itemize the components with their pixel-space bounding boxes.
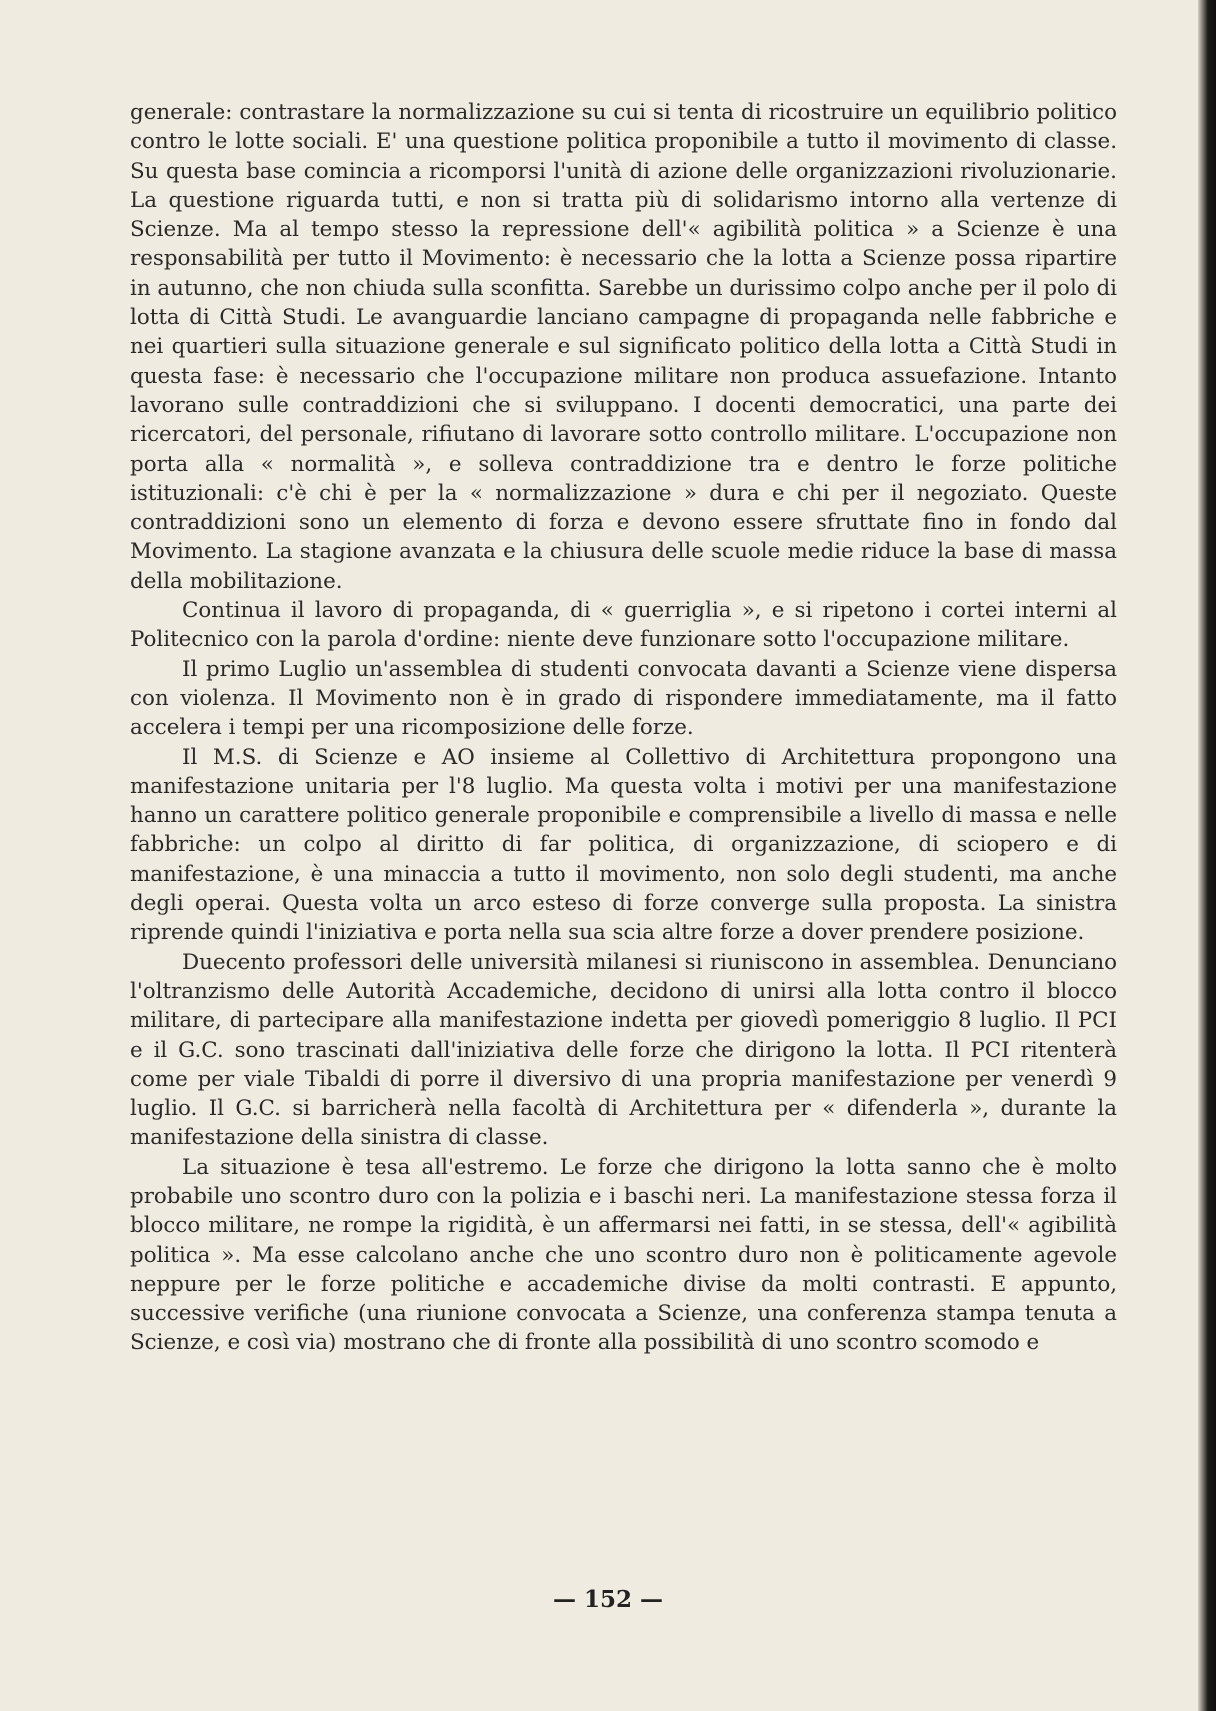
page-number: — 152 — — [552, 1586, 664, 1613]
paragraph-propaganda: Continua il lavoro di propaganda, di « guerriglia », e si ripetono i cortei interni al Politecnico con la parola d'ordine: niente deve funzionare sotto l'occupazione militare. — [130, 598, 1117, 653]
paragraph-first-july: Il primo Luglio un'assemblea di studenti convocata davanti a Scienze viene dispersa con violenza. Il Movimento non è in grado di rispondere immediatamente, ma il fatto accelera i tempi per una ricomposizione delle forze. — [130, 656, 1117, 741]
page-edge-shadow — [1198, 0, 1216, 1711]
paragraph-tense-situation: La situazione è tesa all'estremo. Le forze che dirigono la lotta sanno che è molto probabile uno scontro duro con la polizia e i baschi neri. La manifestazione stessa forza il blocco militare, ne rompe la rigidità, è un affermarsi nei fatti, in se stessa, dell'« agibilità politica ». Ma esse calcolano anche che uno scontro duro non è politicamente agevole neppure per le forze politiche e accademiche divise da molti contrasti. E appunto, successive verifiche (una riunione convocata a Scienze, una conferenza stampa tenuta a Scienze, e così via) mostrano che di fronte alla possibilità di uno scontro scomodo e — [130, 1154, 1117, 1356]
paragraph-manifestation-proposal: Il M.S. di Scienze e AO insieme al Collettivo di Architettura propongono una manifestazione unitaria per l'8 luglio. Ma questa volta i motivi per una manifestazione hanno un carattere politico generale proponibile e comprensibile a livello di massa e nelle fabbriche: un colpo al diritto di far politica, di organizzazione, di sciopero e di manifestazione, è una minaccia a tutto il movimento, non solo degli studenti, ma anche degli operai. Questa volta un arco esteso di forze converge sulla proposta. La sinistra riprende quindi l'iniziativa e porta nella sua scia altre forze a dover prendere posizione. — [130, 744, 1117, 946]
page-body — [130, 98, 1117, 1358]
paragraph-continuation: generale: contrastare la normalizzazione su cui si tenta di ricostruire un equilibrio politico contro le lotte sociali. E' una questione politica proponibile a tutto il movimento di classe. Su questa base comincia a ricomporsi l'unità di azione delle organizzazioni rivoluzionarie. La questione riguarda tutti, e non si tratta più di solidarismo intorno alla vertenze di Scienze. Ma al tempo stesso la repressione dell'« agibilità politica » a Scienze è una responsabilità per tutto il Movimento: è necessario che la lotta a Scienze possa ripartire in autunno, che non chiuda sulla sconfitta. Sarebbe un durissimo colpo anche per il polo di lotta di Città Studi. Le avanguardie lanciano campagne di propaganda nelle fabbriche e nei quartieri sulla situazione generale e sul significato politico della lotta a Città Studi in questa fase: è necessario che l'occupazione militare non produca assuefazione. Intanto lavorano sulle contraddizioni che si sviluppano. I docenti democratici, una parte dei ricercatori, del personale, rifiutano di lavorare sotto controllo militare. L'occupazione non porta alla « normalità », e solleva contraddizione tra e dentro le forze politiche istituzionali: c'è chi è per la « normalizzazione » dura e chi per il negoziato. Queste contraddizioni sono un elemento di forza e devono essere sfruttate fino in fondo dal Movimento. La stagione avanzata e la chiusura delle scuole medie riduce la base di massa della mobilitazione. — [130, 100, 1117, 594]
paragraph-professors-assembly: Duecento professori delle università milanesi si riuniscono in assemblea. Denunciano l'oltranzismo delle Autorità Accademiche, decidono di unirsi alla lotta contro il blocco militare, di partecipare alla manifestazione indetta per giovedì pomeriggio 8 luglio. Il PCI e il G.C. sono trascinati dall'iniziativa delle forze che dirigono la lotta. Il PCI ritenterà come per viale Tibaldi di porre il diversivo di una propria manifestazione per venerdì 9 luglio. Il G.C. si barricherà nella facoltà di Architettura per « difenderla », durante la manifestazione della sinistra di classe. — [130, 949, 1117, 1151]
